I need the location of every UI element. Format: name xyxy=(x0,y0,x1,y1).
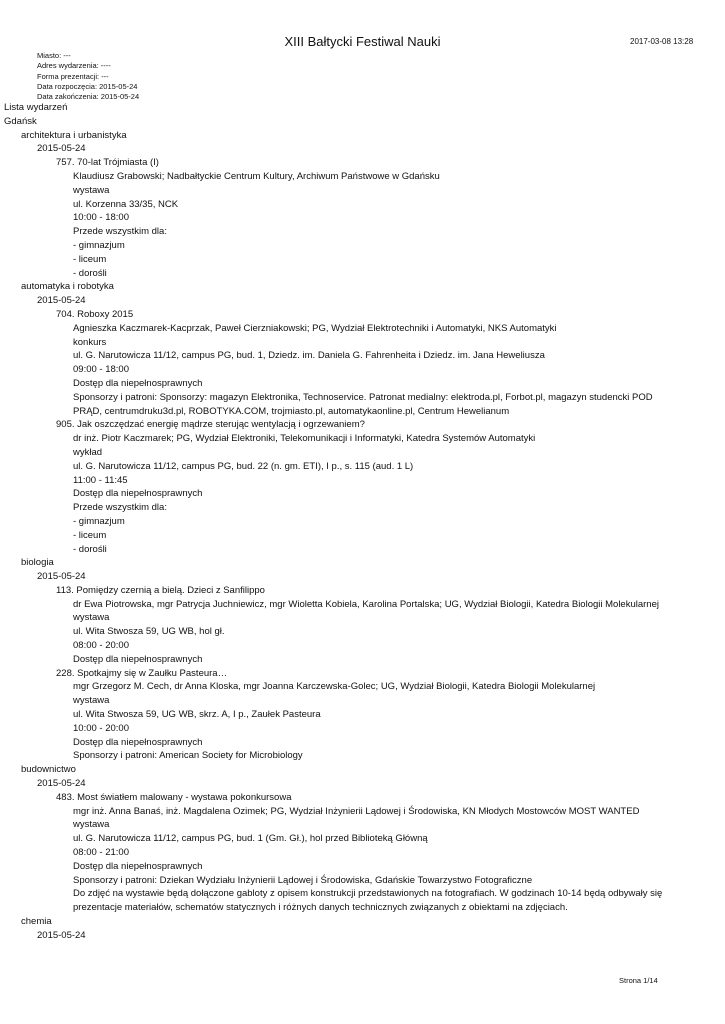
event-title: 905. Jak oszczędzać energię mądrze sterując wentylacją i ogrzewaniem? xyxy=(56,419,365,431)
event-list xyxy=(0,101,725,943)
event-address: ul. G. Narutowicza 11/12, campus PG, bud. 1 (Gm. Gł.), hol przed Biblioteką Główną xyxy=(73,833,428,845)
page-number: Strona 1/14 xyxy=(619,976,658,985)
event-organizers: Agnieszka Kaczmarek-Kacprzak, Paweł Cierzniakowski; PG, Wydział Elektrotechniki i Automatyki, NKS Automatyki xyxy=(73,322,557,334)
event-note: Sponsorzy i patroni: American Society for Microbiology xyxy=(73,750,303,762)
event-time: 10:00 - 20:00 xyxy=(73,722,129,734)
event-time: 08:00 - 20:00 xyxy=(73,640,129,652)
event-time: 11:00 - 11:45 xyxy=(73,474,128,486)
meta-start-date: Data rozpoczęcia: 2015-05-24 xyxy=(37,81,138,91)
category-date: 2015-05-24 xyxy=(37,571,86,583)
event-form: wystawa xyxy=(73,819,110,831)
print-timestamp: 2017-03-08 13:28 xyxy=(630,37,694,46)
event-address: ul. G. Narutowicza 11/12, campus PG, bud. 1, Dziedz. im. Daniela G. Fahrenheita i Dziedz. im. Jana Heweliusza xyxy=(73,350,545,362)
meta-address: Adres wydarzenia: ---- xyxy=(37,61,111,71)
event-organizers: mgr inż. Anna Banaś, inż. Magdalena Ozimek; PG, Wydział Inżynierii Lądowej i Środowiska, KN Młodych Mostowców MOST WANTED xyxy=(73,805,640,817)
category-date: 2015-05-24 xyxy=(37,143,86,155)
event-address: ul. Wita Stwosza 59, UG WB, hol gł. xyxy=(73,626,225,638)
event-title: 113. Pomiędzy czernią a bielą. Dzieci z Sanfilippo xyxy=(56,584,265,596)
event-organizers: Klaudiusz Grabowski; Nadbałtyckie Centrum Kultury, Archiwum Państwowe w Gdańsku xyxy=(73,170,440,182)
audience-item: - gimnazjum xyxy=(73,239,125,251)
event-organizers: dr Ewa Piotrowska, mgr Patrycja Juchniewicz, mgr Wioletta Kobiela, Karolina Portalska; UG, Wydział Biologii, Katedra Biologii Molekularnej xyxy=(73,598,659,610)
event-title: 483. Most światłem malowany - wystawa pokonkursowa xyxy=(56,791,292,803)
event-note: Dostęp dla niepełnosprawnych xyxy=(73,377,203,389)
event-note: Sponsorzy i patroni: Sponsorzy: magazyn Elektronika, Technoservice. Patronat medialny: elektroda.pl, Forbot.pl, magazyn studencki POD PRĄD, centrumdruku3d.pl, ROBOTYKA.COM, trojmiasto.pl, automatykaonline.pl, Centrum Hewelianum xyxy=(73,391,653,417)
category-name: architektura i urbanistyka xyxy=(21,129,127,141)
event-form: wykład xyxy=(73,446,103,458)
document-title: XIII Bałtycki Festiwal Nauki xyxy=(284,34,441,49)
meta-end-date: Data zakończenia: 2015-05-24 xyxy=(37,92,140,102)
list-heading: Lista wydarzeń xyxy=(4,102,68,113)
audience-item: - dorośli xyxy=(73,543,107,555)
event-organizers: dr inż. Piotr Kaczmarek; PG, Wydział Elektroniki, Telekomunikacji i Informatyki, Katedra Systemów Automatyki xyxy=(73,433,536,445)
audience-item: - gimnazjum xyxy=(73,515,125,527)
event-address: ul. Korzenna 33/35, NCK xyxy=(73,198,179,210)
filter-summary xyxy=(37,51,139,102)
event-organizers: mgr Grzegorz M. Cech, dr Anna Kloska, mgr Joanna Karczewska-Golec; UG, Wydział Biologii, Katedra Biologii Molekularnej xyxy=(73,681,596,693)
categories-container xyxy=(0,129,725,943)
category-name: automatyka i robotyka xyxy=(21,281,114,293)
event-form: wystawa xyxy=(73,612,110,624)
category-name: chemia xyxy=(21,916,52,928)
event-title: 228. Spotkajmy się w Zaułku Pasteura… xyxy=(56,667,228,679)
event-note: Dostęp dla niepełnosprawnych xyxy=(73,860,203,872)
audience-item: - dorośli xyxy=(73,267,107,279)
event-time: 10:00 - 18:00 xyxy=(73,212,129,224)
city-heading: Gdańsk xyxy=(4,115,37,127)
event-note: Do zdjęć na wystawie będą dołączone gabloty z opisem konstrukcji przedstawionych na fotografiach. W godzinach 10-14 będą odbywały się prezentacje materiałów, schematów statycznych i różnych danych technicznych związanych z obiektami na zdjęciach. xyxy=(73,888,663,914)
event-note: Dostęp dla niepełnosprawnych xyxy=(73,736,203,748)
category-date: 2015-05-24 xyxy=(37,295,86,307)
event-title: 757. 70-lat Trójmiasta (I) xyxy=(56,157,159,169)
event-title: 704. Roboxy 2015 xyxy=(56,308,134,320)
audience-item: - liceum xyxy=(73,253,107,265)
event-note: Dostęp dla niepełnosprawnych xyxy=(73,653,203,665)
event-form: wystawa xyxy=(73,695,110,707)
category-name: budownictwo xyxy=(21,764,76,776)
category-name: biologia xyxy=(21,557,54,569)
event-address: ul. Wita Stwosza 59, UG WB, skrz. A, I p., Zaułek Pasteura xyxy=(73,709,321,721)
audience-label: Przede wszystkim dla: xyxy=(73,502,167,514)
event-form: konkurs xyxy=(73,336,107,348)
category-date: 2015-05-24 xyxy=(37,929,86,941)
event-time: 08:00 - 21:00 xyxy=(73,847,129,859)
audience-label: Przede wszystkim dla: xyxy=(73,226,167,238)
event-note: Dostęp dla niepełnosprawnych xyxy=(73,488,203,500)
event-note: Sponsorzy i patroni: Dziekan Wydziału Inżynierii Lądowej i Środowiska, Gdańskie Towarzystwo Fotograficzne xyxy=(73,874,533,886)
event-time: 09:00 - 18:00 xyxy=(73,364,129,376)
event-address: ul. G. Narutowicza 11/12, campus PG, bud. 22 (n. gm. ETI), I p., s. 115 (aud. 1 L) xyxy=(73,460,414,472)
audience-item: - liceum xyxy=(73,529,107,541)
meta-form: Forma prezentacji: --- xyxy=(37,71,109,81)
category-date: 2015-05-24 xyxy=(37,778,86,790)
event-form: wystawa xyxy=(73,184,110,196)
meta-city: Miasto: --- xyxy=(37,51,71,60)
